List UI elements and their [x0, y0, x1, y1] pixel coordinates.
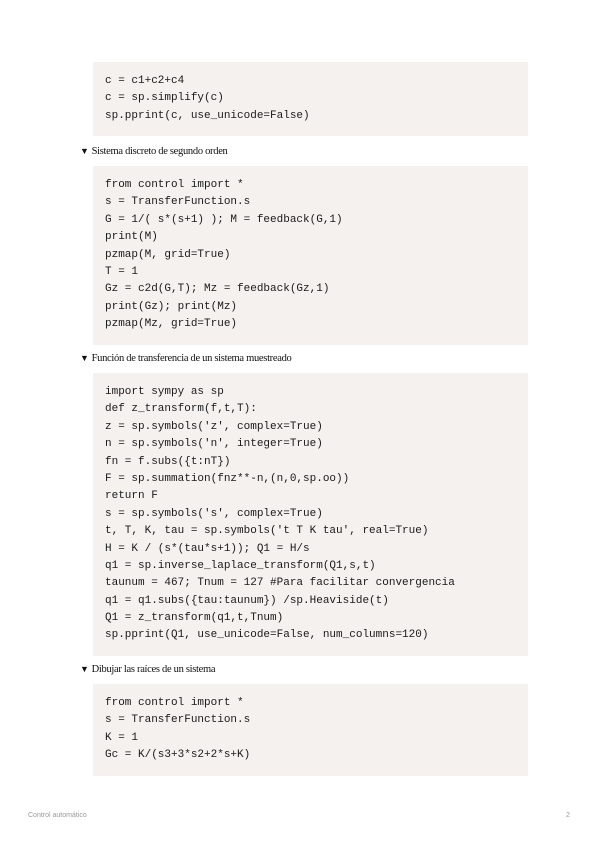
code-line: from control import * [105, 697, 244, 709]
code-line: K = 1 [105, 731, 139, 744]
section-toggle-discrete-system[interactable] [80, 144, 228, 159]
code-line: c = c1+c2+c4 [105, 75, 185, 87]
code-line: n = sp.symbols('n', integer=True) [105, 438, 323, 451]
code-block-4 [93, 684, 528, 776]
section-heading-text: Función de transferencia de un sistema muestreado [91, 353, 292, 364]
code-line: import sympy as sp [105, 386, 224, 398]
code-line: from control import * [105, 179, 244, 191]
code-line: print(Gz); print(Mz) [105, 300, 238, 313]
code-line: print(M) [105, 231, 158, 244]
code-line: pzmap(Mz, grid=True) [105, 318, 238, 331]
code-line: H = K / (s*(tau*s+1)); Q1 = H/s [105, 542, 310, 555]
code-line: sp.pprint(c, use_unicode=False) [105, 109, 310, 122]
code-line: s = sp.symbols('s', complex=True) [105, 507, 323, 520]
code-line: return F [105, 490, 158, 503]
disclosure-triangle-icon: ▼ [80, 146, 89, 156]
section-heading-text: Sistema discreto de segundo orden [91, 146, 228, 157]
section-heading-text: Dibujar las raíces de un sistema [91, 664, 216, 675]
code-line: Gc = K/(s3+3*s2+2*s+K) [105, 749, 251, 762]
code-line: q1 = sp.inverse_laplace_transform(Q1,s,t) [105, 559, 376, 572]
disclosure-triangle-icon: ▼ [80, 353, 89, 363]
footer-page-number: 2 [566, 812, 570, 819]
code-line: fn = f.subs({t:nT}) [105, 455, 231, 468]
code-line: Q1 = z_transform(q1,t,Tnum) [105, 612, 284, 625]
code-line: taunum = 467; Tnum = 127 #Para facilitar convergencia [105, 577, 455, 590]
code-line: c = sp.simplify(c) [105, 92, 224, 105]
code-line: sp.pprint(Q1, use_unicode=False, num_columns=120) [105, 629, 429, 642]
code-line: z = sp.symbols('z', complex=True) [105, 420, 323, 433]
code-line: G = 1/( s*(s+1) ); M = feedback(G,1) [105, 213, 343, 226]
code-line: F = sp.summation(fnz**-n,(n,0,sp.oo)) [105, 472, 350, 485]
code-line: T = 1 [105, 265, 139, 278]
code-block-2 [93, 166, 528, 345]
code-line: t, T, K, tau = sp.symbols('t T K tau', real=True) [105, 525, 429, 538]
disclosure-triangle-icon: ▼ [80, 664, 89, 674]
code-block-1 [93, 62, 528, 136]
footer-document-title: Control automático [28, 812, 87, 819]
code-block-3 [93, 373, 528, 656]
code-line: def z_transform(f,t,T): [105, 403, 257, 416]
code-line: s = TransferFunction.s [105, 714, 251, 727]
code-line: pzmap(M, grid=True) [105, 248, 231, 261]
code-line: s = TransferFunction.s [105, 196, 251, 209]
code-line: Gz = c2d(G,T); Mz = feedback(Gz,1) [105, 283, 330, 296]
section-toggle-sampled-transfer-function[interactable] [80, 351, 292, 366]
code-line: q1 = q1.subs({tau:taunum}) /sp.Heaviside(t) [105, 594, 389, 607]
section-toggle-root-locus[interactable] [80, 662, 215, 677]
